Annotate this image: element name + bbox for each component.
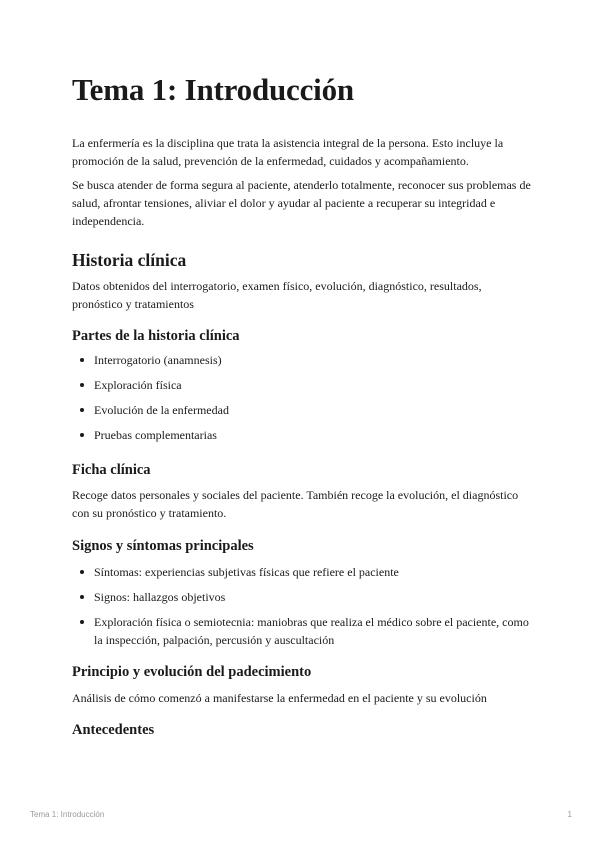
intro-paragraph-1: La enfermería es la disciplina que trata la asistencia integral de la persona. Esto incluye la promoción de la salud, prevención de la enfermedad, cuidados y acompañamiento. [72, 136, 504, 168]
list-item: Interrogatorio (anamnesis) [72, 351, 532, 369]
subsection-heading-principio: Principio y evolución del padecimiento [72, 664, 312, 680]
footer-title: Tema 1: Introducción [30, 810, 105, 819]
list-item: Síntomas: experiencias subjetivas físicas que refiere el paciente [72, 563, 532, 581]
bullet-icon [80, 408, 84, 412]
subsection-heading-partes: Partes de la historia clínica [72, 328, 240, 344]
signos-list [72, 563, 532, 649]
list-item: Signos: hallazgos objetivos [72, 588, 532, 606]
intro-paragraph-2: Se busca atender de forma segura al paciente, atenderlo totalmente, reconocer sus problemas de salud, afrontar tensiones, aliviar el dolor y ayudar al paciente a recuperar su integridad e independencia. [72, 178, 531, 228]
bullet-icon [80, 570, 84, 574]
historia-paragraph: Datos obtenidos del interrogatorio, examen físico, evolución, diagnóstico, resultados, pronóstico y tratamientos [72, 279, 482, 311]
list-item: Exploración física [72, 376, 532, 394]
bullet-icon [80, 383, 84, 387]
bullet-icon [80, 620, 84, 624]
subsection-heading-signos: Signos y síntomas principales [72, 538, 254, 554]
list-item: Evolución de la enfermedad [72, 401, 532, 419]
bullet-icon [80, 433, 84, 437]
page-title: Tema 1: Introducción [72, 72, 354, 107]
ficha-paragraph: Recoge datos personales y sociales del paciente. También recoge la evolución, el diagnóstico con su pronóstico y tratamiento. [72, 488, 519, 520]
bullet-icon [80, 358, 84, 362]
principio-paragraph: Análisis de cómo comenzó a manifestarse la enfermedad en el paciente y su evolución [72, 691, 487, 705]
footer-page-number: 1 [567, 810, 572, 819]
partes-list [72, 351, 532, 444]
list-item: Pruebas complementarias [72, 426, 532, 444]
subsection-heading-ficha: Ficha clínica [72, 462, 151, 478]
section-heading-historia: Historia clínica [72, 250, 187, 270]
bullet-icon [80, 595, 84, 599]
list-item: Exploración física o semiotecnia: maniobras que realiza el médico sobre el paciente, como la inspección, palpación, percusión y auscultación [72, 613, 532, 649]
subsection-heading-antecedentes: Antecedentes [72, 722, 155, 738]
